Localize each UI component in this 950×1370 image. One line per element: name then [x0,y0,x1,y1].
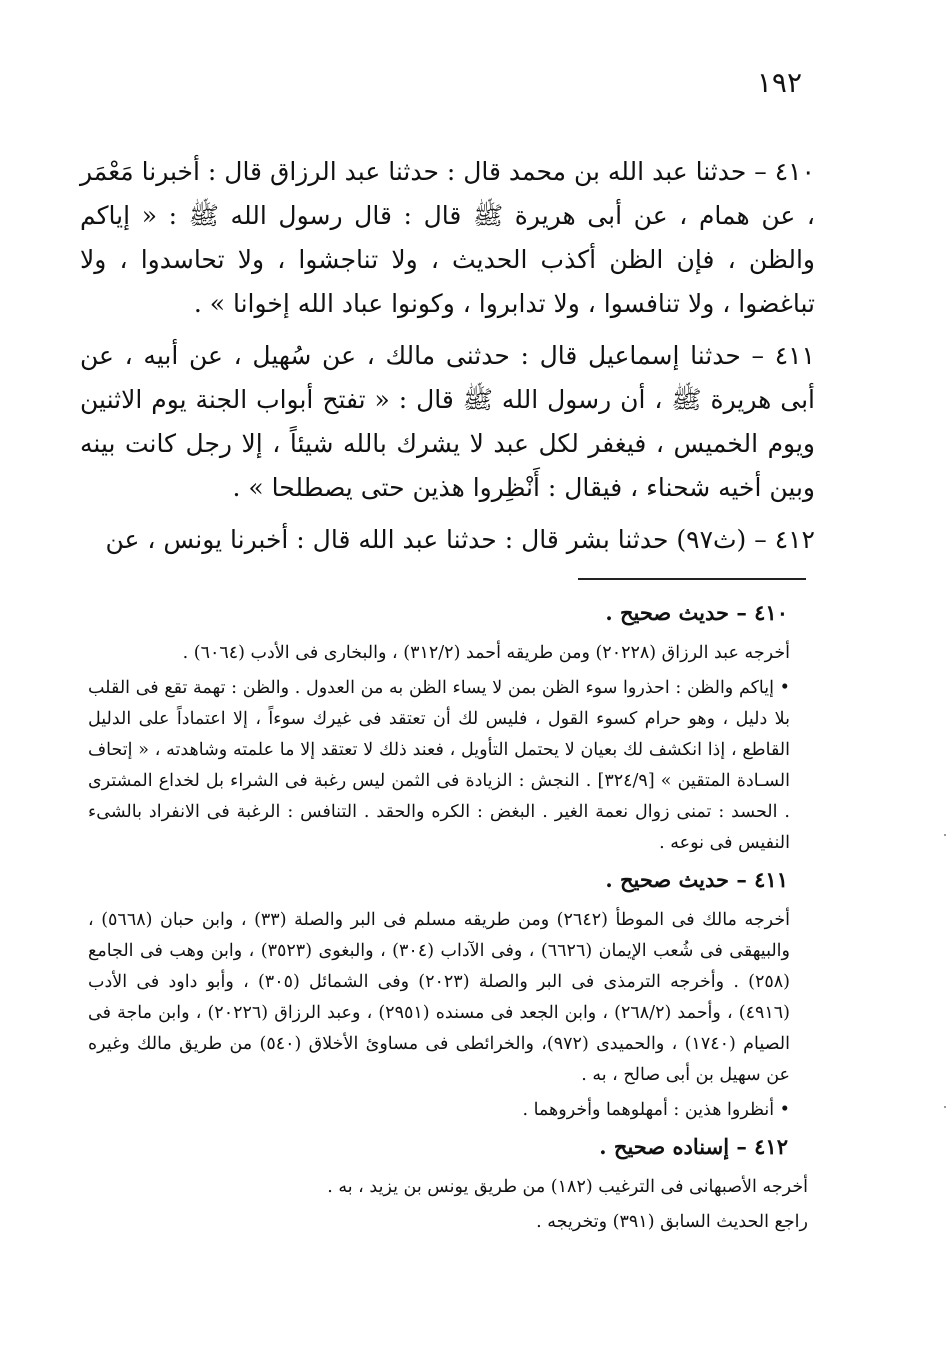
note-412-takhrij: أخرجه الأصبهانى فى الترغيب (١٨٢) من طريق يونس بن يزيد ، به . [327,1177,808,1197]
page-number: ١٩٢ [756,66,802,99]
hadith-410: ٤١٠ – حدثنا عبد الله بن محمد قال : حدثنا عبد الرزاق قال : أخبرنا مَعْمَر ، عن همام ، عن أبى هريرة ﷺ قال : قال رسول الله ﷺ : « إياكم والظن ، فإن الظن أكذب الحديث ، ولا تناجشوا ، ولا تحاسدوا ، ولا تباغضوا ، ولا تنافسوا ، ولا تدابروا ، وكونوا عباد الله إخوانا » . [80,157,815,318]
note-412-ref: راجع الحديث السابق (٣٩١) وتخريجه . [536,1212,808,1232]
note-412-heading: ٤١٢ – إسناده صحيح . [599,1134,788,1159]
hadith-412: ٤١٢ – (ث٩٧) حدثنا بشر قال : حدثنا عبد الله قال : أخبرنا يونس ، عن [105,525,815,554]
note-411-takhrij: أخرجه مالك فى الموطأ (٢٦٤٢) ومن طريقه مسلم فى البر والصلة (٣٣) ، وابن حبان (٥٦٦٨) ، والبيهقى فى شُعب الإيمان (٦٦٢٦) ، وفى الآداب (٣٠٤) ، والبغوى (٣٥٢٣) ، وابن وهب فى الجامع (٢٥٨) . وأخرجه الترمذى فى البر والصلة (٢٠٢٣) وفى الشمائل (٣٠٥) ، وأبو داود فى الأدب (٤٩١٦) ، وأحمد (٢٦٨/٢) ، وابن الجعد فى مسنده (٢٩٥١) ، وعبد الرزاق (٢٠٢٢٦) ، وابن ماجة فى الصيام (١٧٤٠) ، والحميدى (٩٧٢)، والخرائطى فى مساوئ الأخلاق (٥٤٠) من طريق مالك وغيره عن سهيل بن أبى صالح ، به . [88,910,791,1085]
margin-speck [944,834,946,836]
note-410-heading: ٤١٠ – حديث صحيح . [605,600,788,625]
main-text [80,150,815,570]
note-410-takhrij: أخرجه عبد الرزاق (٢٠٢٢٨) ومن طريقه أحمد (٣١٢/٢) ، والبخارى فى الأدب (٦٠٦٤) . [182,643,790,663]
note-411-heading: ٤١١ – حديث صحيح . [605,867,788,892]
footnote-separator [578,578,806,580]
footnotes [88,596,808,1242]
note-410-gloss: • إياكم والظن : احذروا سوء الظن بمن لا يساء الظن به من العدول . والظن : تهمة تقع فى القلب بلا دليل ، وهو حرام كسوء القول ، فليس لك أن تعتقد فى غيرك سوءاً ، إلا اعتماداً على الدليل القاطع ، إذا انكشف لك بعيان لا يحتمل التأويل ، فعند ذلك لا تعتقد إلا ما علمته وشاهدته ، « إتحاف السـادة المتقين » [٣٢٤/٩] . النجش : الزيادة فى الثمن ليس رغبة فى الشراء بل لخداع المشترى . الحسد : تمنى زوال نعمة الغير . البغض : الكره والحقد . التنافس : الرغبة فى الانفراد بالشىء النفيس فى نوعه . [88,678,790,853]
hadith-411: ٤١١ – حدثنا إسماعيل قال : حدثنى مالك ، عن سُهيل ، عن أبيه ، عن أبى هريرة ﷺ ، أن رسول الله ﷺ قال : « تفتح أبواب الجنة يوم الاثنين ويوم الخميس ، فيغفر لكل عبد لا يشرك بالله شيئاً ، إلا رجل كانت بينه وبين أخيه شحناء ، فيقال : أَنْظِروا هذين حتى يصطلحا » . [80,341,815,502]
margin-speck [944,1106,946,1108]
note-411-gloss: • أنظروا هذين : أمهلوهما وأخروهما . [522,1100,790,1120]
